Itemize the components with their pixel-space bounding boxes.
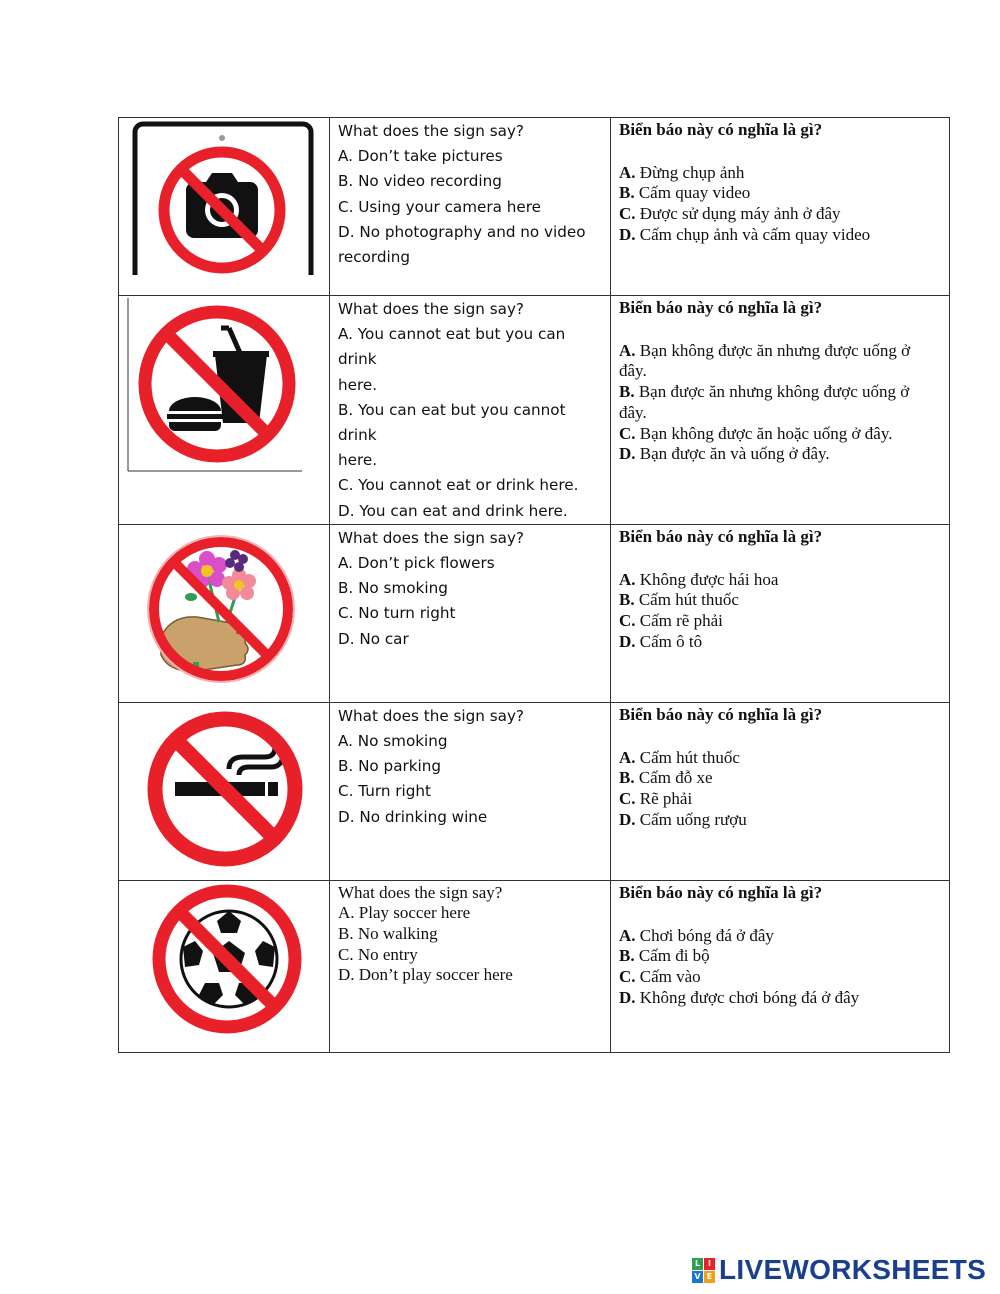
question-row [119,880,950,1052]
option-d[interactable]: D. No photography and no video [338,222,586,241]
sign-image-cell [119,880,330,1052]
question-cell [330,702,611,880]
option-d[interactable]: D. No drinking wine [338,807,488,826]
question-row [119,118,950,296]
question-text: What does the sign say? [338,122,524,140]
vi-option-c: C. Được sử dụng máy ảnh ở đây [619,204,841,224]
option-c[interactable]: C. You cannot eat or drink here. [338,476,579,495]
vi-question-text: Biển báo này có nghĩa là gì? [619,298,823,317]
translation-cell [611,296,950,525]
option-c[interactable]: C. No entry [338,944,418,964]
option-a-continued[interactable]: here. [338,375,378,394]
question-text: What does the sign say? [338,300,524,318]
vi-option-c: C. Rẽ phải [619,788,693,808]
option-a[interactable]: A. Play soccer here [338,903,471,923]
option-a[interactable]: A. Don’t take pictures [338,147,503,166]
vi-option-a: A. Cấm hút thuốc [619,747,740,767]
question-text: What does the sign say? [338,882,503,902]
translation-cell [611,524,950,702]
option-d-continued[interactable]: recording [338,248,410,267]
worksheet-table [118,117,950,1053]
vi-option-d: D. Bạn được ăn và uống ở đây. [619,444,830,464]
vi-option-c: C. Bạn không được ăn hoặc uống ở đây. [619,423,893,443]
option-b[interactable]: B. No smoking [338,579,448,598]
liveworksheets-mark-icon: L I V E [692,1258,715,1283]
question-cell [330,880,611,1052]
question-text: What does the sign say? [338,528,524,547]
option-d[interactable]: D. You can eat and drink here. [338,501,568,520]
vi-option-b: B. Cấm đỗ xe [619,768,713,788]
vi-option-b: B. Cấm hút thuốc [619,590,739,610]
option-c[interactable]: C. Turn right [338,782,431,801]
option-b[interactable]: B. No walking [338,924,438,944]
no-camera-icon [127,120,317,275]
question-text: What does the sign say? [338,706,524,725]
option-b-continued[interactable]: here. [338,451,378,470]
vi-option-b: B. Bạn được ăn nhưng không được uống ở đây. [619,382,910,422]
vi-option-a: A. Chơi bóng đá ở đây [619,925,774,945]
sign-image-cell [119,296,330,525]
no-smoking-icon [127,705,317,870]
no-soccer-icon [127,883,317,1043]
option-c[interactable]: C. No turn right [338,604,456,623]
vi-option-d: D. Không được chơi bóng đá ở đây [619,987,860,1007]
option-a[interactable]: A. No smoking [338,732,448,751]
option-c[interactable]: C. Using your camera here [338,197,541,216]
option-a[interactable]: A. Don’t pick flowers [338,554,495,573]
question-cell [330,524,611,702]
vi-option-c: C. Cấm rẽ phải [619,610,723,630]
vi-option-b: B. Cấm đi bộ [619,946,710,966]
vi-question-text: Biển báo này có nghĩa là gì? [619,120,823,139]
vi-option-a: A. Bạn không được ăn nhưng được uống ở đây. [619,340,911,381]
vi-question-text: Biển báo này có nghĩa là gì? [619,526,823,546]
translation-cell [611,118,950,296]
question-row [119,702,950,880]
liveworksheets-wordmark: LIVEWORKSHEETS [719,1254,987,1285]
translation-cell [611,702,950,880]
option-d[interactable]: D. No car [338,629,409,648]
option-b[interactable]: B. No parking [338,757,442,776]
translation-cell [611,880,950,1052]
question-cell [330,118,611,296]
option-a[interactable]: A. You cannot eat but you can drink [338,325,566,369]
vi-question-text: Biển báo này có nghĩa là gì? [619,882,823,902]
no-picking-flowers-icon [127,527,317,687]
vi-option-a: A. Không được hái hoa [619,569,779,589]
vi-option-d: D. Cấm chụp ảnh và cấm quay video [619,224,871,244]
question-cell [330,296,611,525]
vi-option-a: A. Đừng chụp ảnh [619,162,745,182]
vi-option-d: D. Cấm ô tô [619,631,703,651]
question-row [119,296,950,525]
option-b[interactable]: B. You can eat but you cannot drink [338,400,566,445]
vi-option-d: D. Cấm uống rượu [619,809,747,829]
option-d[interactable]: D. Don’t play soccer here [338,965,513,985]
vi-option-c: C. Cấm vào [619,966,701,986]
sign-image-cell [119,524,330,702]
question-row [119,524,950,702]
vi-question-text: Biển báo này có nghĩa là gì? [619,704,823,724]
sign-image-cell [119,702,330,880]
sign-image-cell [119,118,330,296]
option-b[interactable]: B. No video recording [338,172,502,191]
vi-option-b: B. Cấm quay video [619,183,751,203]
liveworksheets-logo[interactable] [692,1255,986,1285]
no-food-drink-icon [127,298,317,473]
